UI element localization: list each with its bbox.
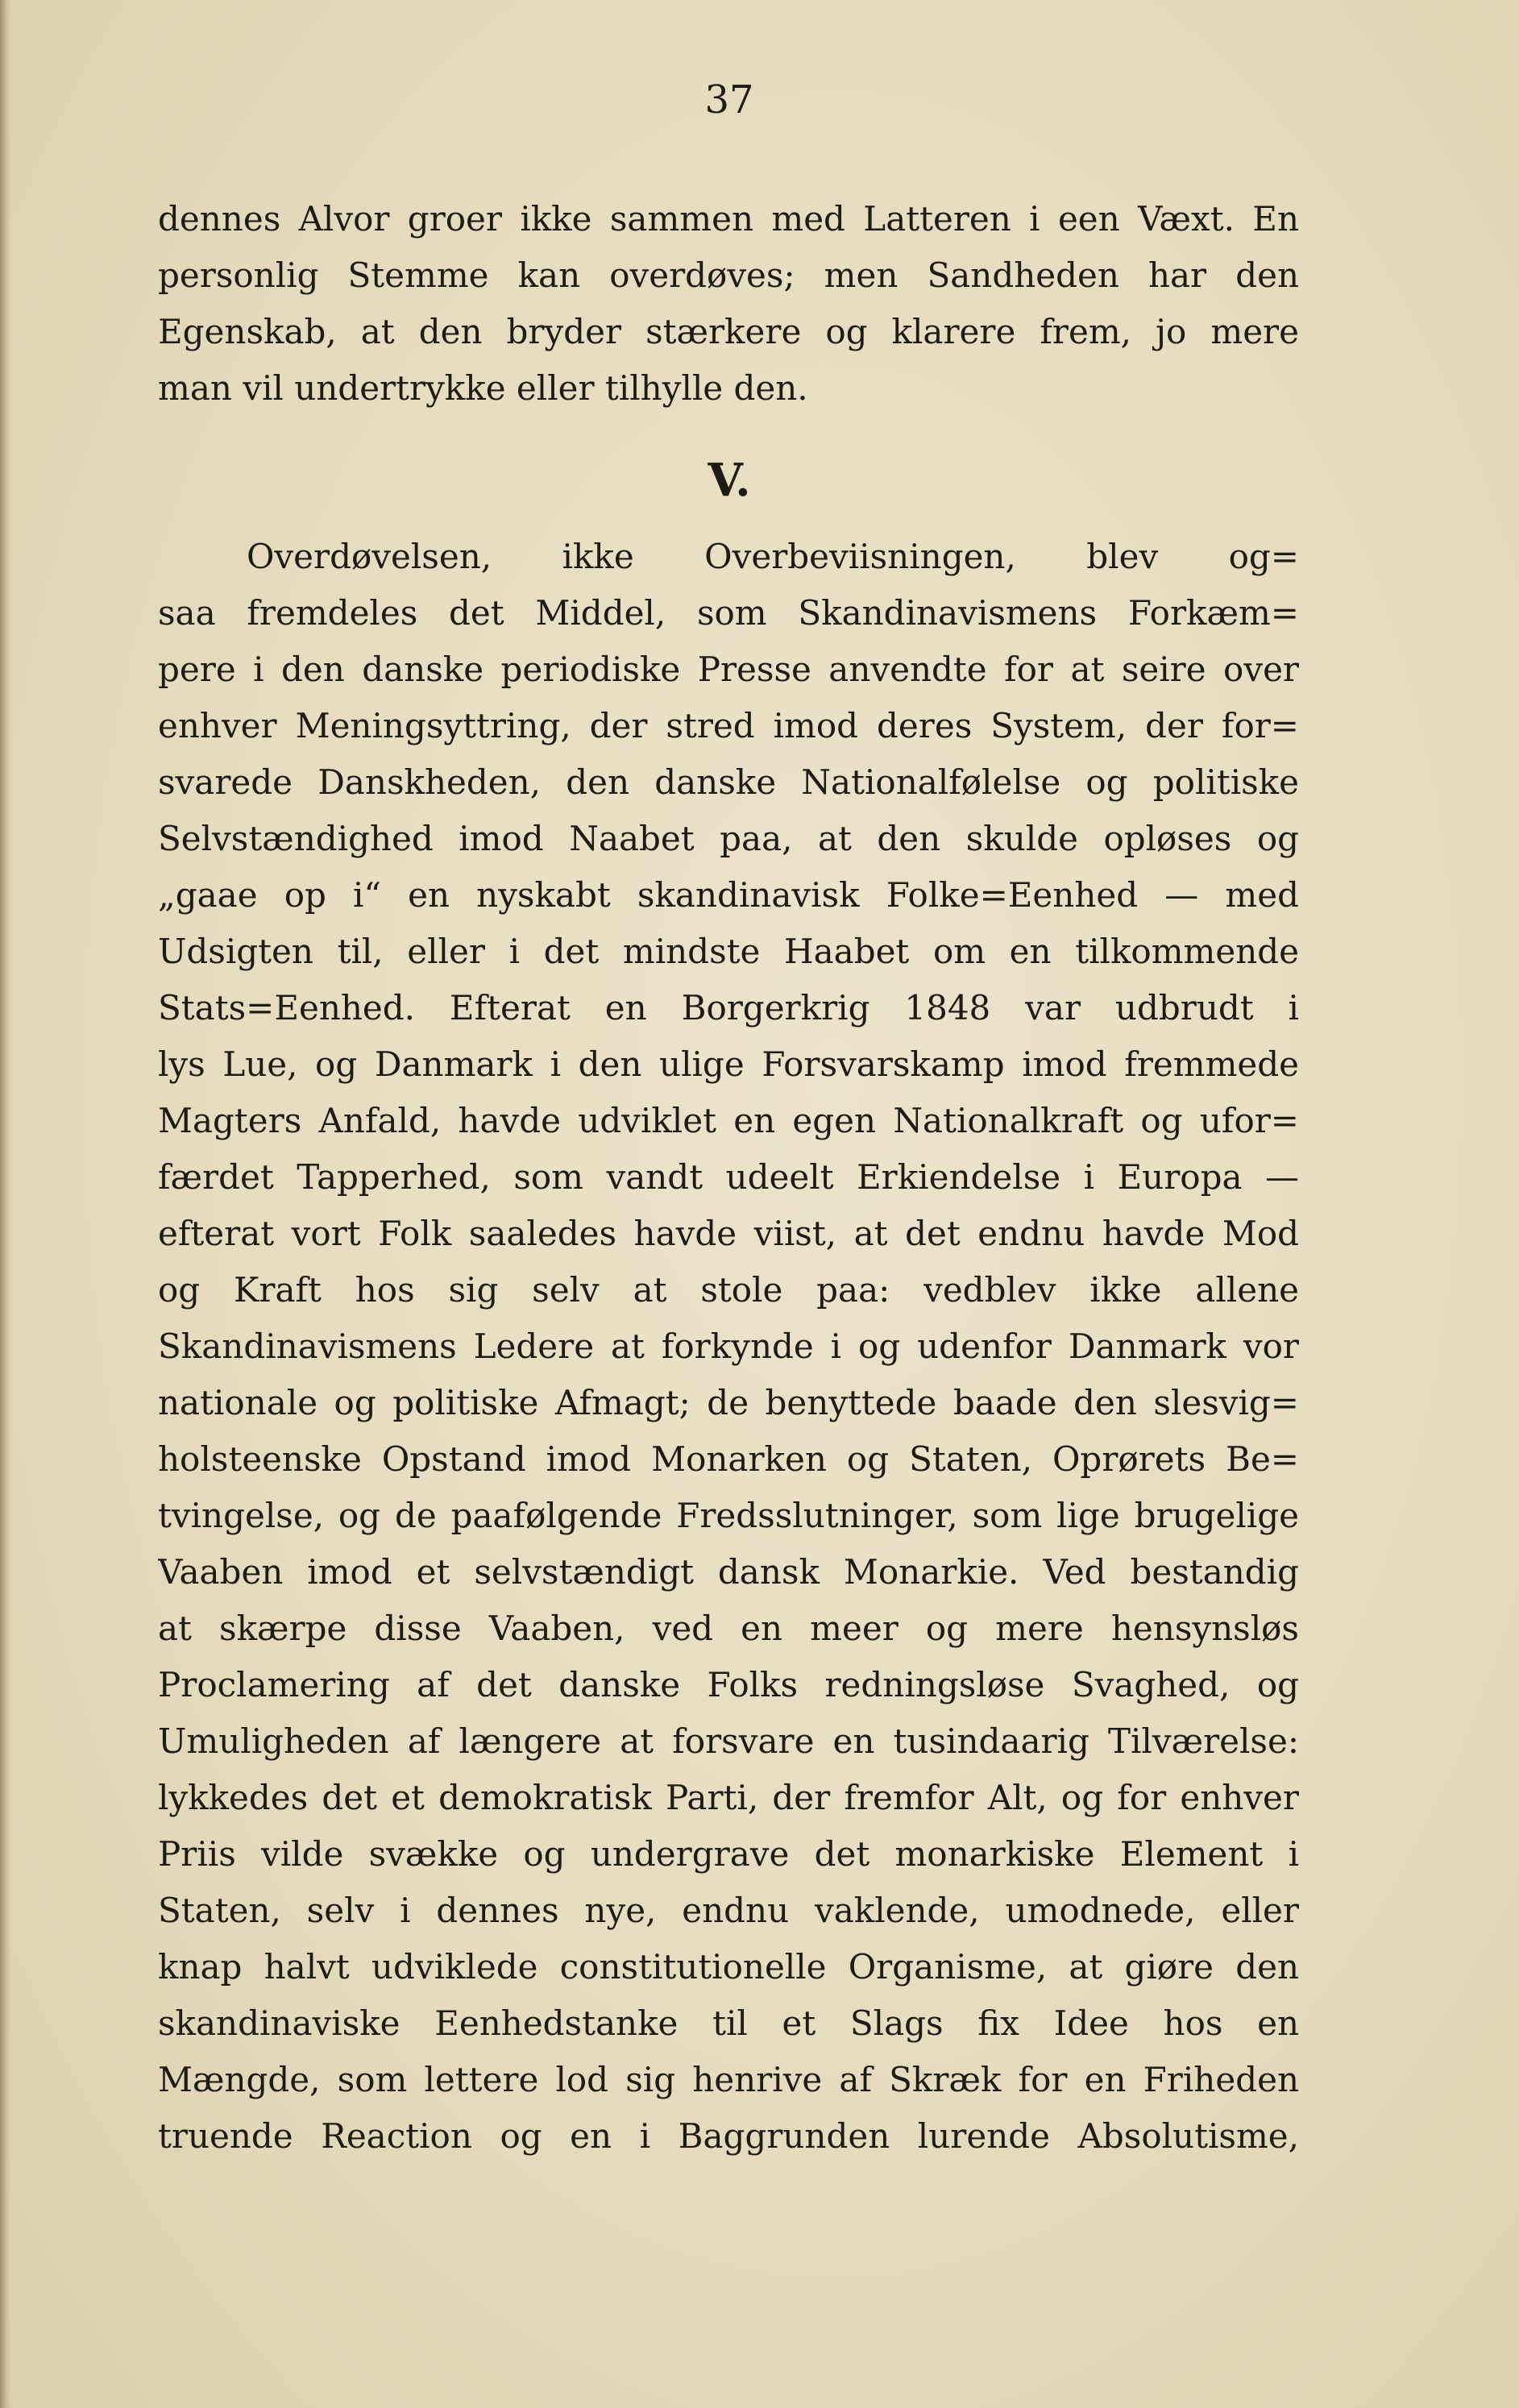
text-line: færdet Tapperhed, som vandt udeelt Erkiendelse i Europa —	[158, 1157, 1299, 1197]
text-line: Umuligheden af længere at forsvare en tusindaarig Tilværelse:	[158, 1721, 1299, 1761]
text-line: Selvstændighed imod Naabet paa, at den skulde opløses og	[158, 819, 1299, 858]
text-line: saa fremdeles det Middel, som Skandinavismens Forkæm=	[158, 593, 1299, 633]
text-line: og Kraft hos sig selv at stole paa: vedblev ikke allene	[158, 1270, 1299, 1310]
text-line: personlig Stemme kan overdøves; men Sandheden har den	[158, 255, 1299, 295]
text-line: at skærpe disse Vaaben, ved en meer og mere hensynsløs	[158, 1609, 1299, 1648]
text-line: tvingelse, og de paafølgende Fredsslutninger, som lige brugelige	[158, 1496, 1299, 1535]
page-edge	[0, 0, 11, 2408]
text-line: Skandinavismens Ledere at forkynde i og udenfor Danmark vor	[158, 1326, 1299, 1366]
text-line: knap halvt udviklede constitutionelle Organisme, at giøre den	[158, 1947, 1299, 1987]
text-line: Staten, selv i dennes nye, endnu vaklende, umodnede, eller	[158, 1891, 1299, 1930]
text-line: skandinaviske Eenhedstanke til et Slags fix Idee hos en	[158, 2003, 1299, 2043]
text-line: dennes Alvor groer ikke sammen med Latteren i een Væxt. En	[158, 199, 1299, 239]
text-line: Egenskab, at den bryder stærkere og klarere frem, jo mere	[158, 312, 1299, 351]
text-line: nationale og politiske Afmagt; de benyttede baade den slesvig=	[158, 1383, 1299, 1422]
text-line: man vil undertrykke eller tilhylle den.	[158, 368, 808, 408]
text-line: Overdøvelsen, ikke Overbeviisningen, blev og=	[247, 537, 1299, 576]
text-line: Stats=Eenhed. Efterat en Borgerkrig 1848 var udbrudt i	[158, 988, 1299, 1028]
paragraph-2	[158, 529, 1299, 2165]
page-number: 37	[704, 77, 754, 122]
text-line: Vaaben imod et selvstændigt dansk Monarkie. Ved bestandig	[158, 1552, 1299, 1592]
text-line: lykkedes det et demokratisk Parti, der fremfor Alt, og for enhver	[158, 1778, 1299, 1817]
text-line: svarede Danskheden, den danske Nationalfølelse og politiske	[158, 762, 1299, 802]
paragraph-1	[158, 191, 1299, 417]
text-line: Mængde, som lettere lod sig henrive af Skræk for en Friheden	[158, 2060, 1299, 2099]
text-line: efterat vort Folk saaledes havde viist, at det endnu havde Mod	[158, 1214, 1299, 1253]
text-line: holsteenske Opstand imod Monarken og Staten, Oprørets Be=	[158, 1439, 1299, 1479]
text-line: lys Lue, og Danmark i den ulige Forsvarskamp imod fremmede	[158, 1044, 1299, 1084]
section-heading: V.	[708, 454, 751, 507]
text-line: truende Reaction og en i Baggrunden lurende Absolutisme,	[158, 2116, 1299, 2156]
text-line: enhver Meningsyttring, der stred imod deres System, der for=	[158, 706, 1299, 745]
text-line: Priis vilde svække og undergrave det monarkiske Element i	[158, 1834, 1299, 1874]
text-line: „gaae op i“ en nyskabt skandinavisk Folke=Eenhed — med	[158, 875, 1299, 915]
text-line: Proclamering af det danske Folks redningsløse Svaghed, og	[158, 1665, 1299, 1704]
text-line: pere i den danske periodiske Presse anvendte for at seire over	[158, 650, 1299, 689]
text-line: Magters Anfald, havde udviklet en egen Nationalkraft og ufor=	[158, 1101, 1299, 1140]
text-line: Udsigten til, eller i det mindste Haabet om en tilkommende	[158, 932, 1299, 971]
